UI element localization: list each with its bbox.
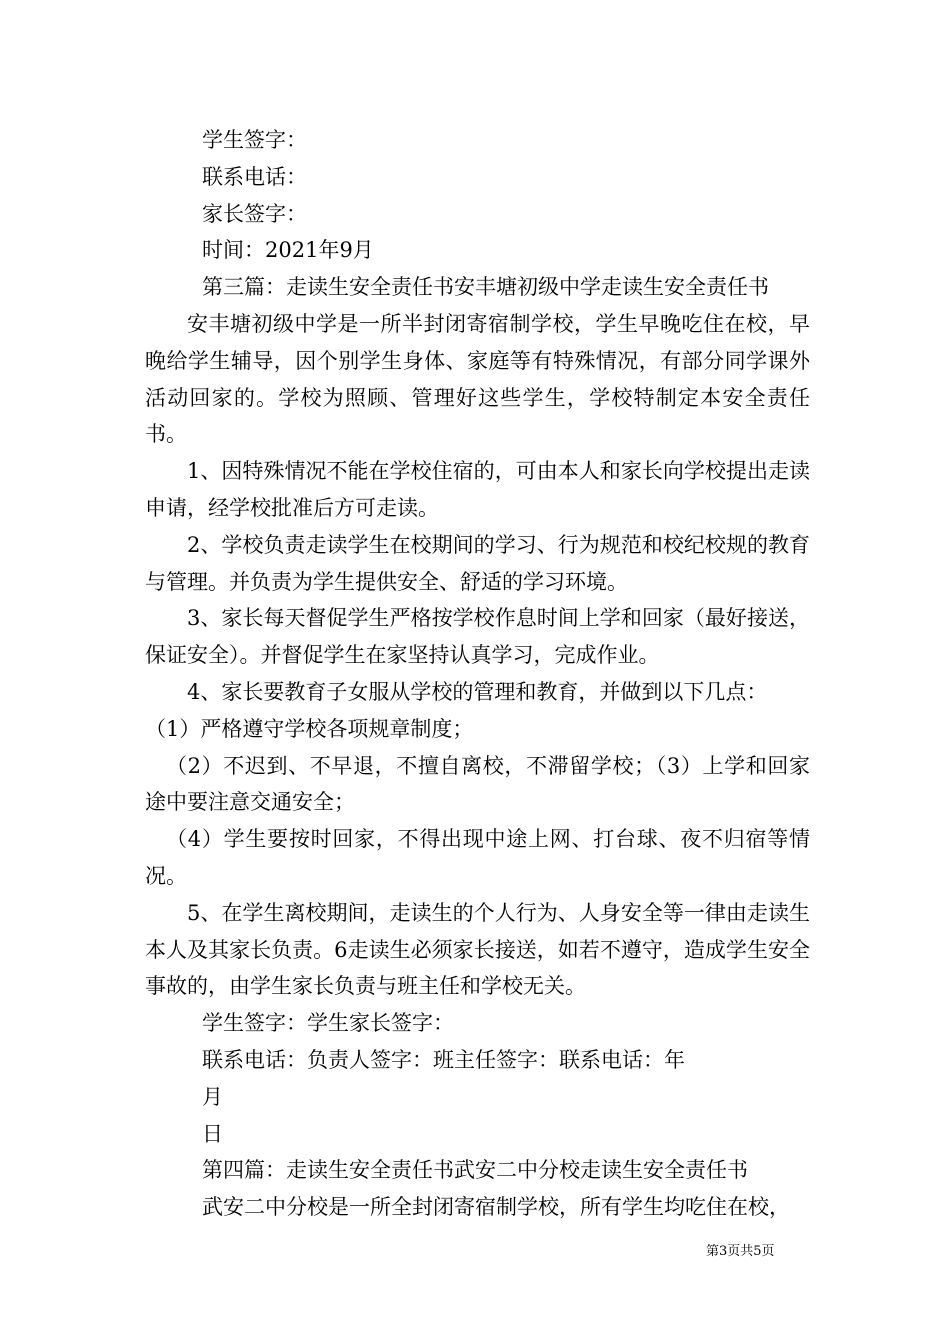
clause-2: 2、学校负责走读学生在校期间的学习、行为规范和校纪校规的教育与管理。并负责为学生提供安全、舒适的学习环境。	[145, 532, 810, 594]
clause-4: 4、家长要教育子女服从学校的管理和教育，并做到以下几点：	[187, 679, 768, 704]
date-day: 日	[202, 1121, 223, 1146]
clause-5-6: 5、在学生离校期间，走读生的个人行为、人身安全等一律由走读生本人及其家长负责。6走读生必须家长接送，如若不遵守，造成学生安全事故的，由学生家长负责与班主任和学校无关。	[145, 900, 810, 999]
clause-3: 3、家长每天督促学生严格按学校作息时间上学和回家（最好接送，保证安全）。并督促学生在家坚持认真学习，完成作业。	[145, 606, 810, 668]
clause-4-item-1: （1）严格遵守学校各项规章制度；	[145, 716, 474, 741]
signature-row-1: 学生签字：学生家长签字：	[202, 1011, 454, 1036]
section-four-title: 第四篇：走读生安全责任书武安二中分校走读生安全责任书	[202, 1158, 748, 1183]
signature-row-2: 联系电话：负责人签字：班主任签字：联系电话：年	[202, 1047, 685, 1072]
parent-signature-line: 家长签字：	[202, 201, 307, 226]
clause-1: 1、因特殊情况不能在学校住宿的，可由本人和家长向学校提出走读申请，经学校批准后方可走读。	[145, 459, 810, 520]
section-four-first-line: 武安二中分校是一所全封闭寄宿制学校，所有学生均吃住在校，	[202, 1195, 790, 1220]
contact-phone-line: 联系电话：	[202, 164, 307, 189]
page-number: 第3页共5页	[706, 1244, 775, 1259]
intro-paragraph: 安丰塘初级中学是一所半封闭寄宿制学校，学生早晚吃住在校，早晚给学生辅导，因个别学生身体、家庭等有特殊情况，有部分同学课外活动回家的。学校为照顾、管理好这些学生，学校特制定本安全责任书。	[145, 311, 810, 447]
section-three-title: 第三篇：走读生安全责任书安丰塘初级中学走读生安全责任书	[202, 275, 769, 300]
document-body	[145, 122, 810, 1226]
clause-4-item-2-3: （2）不迟到、不早退，不擅自离校，不滞留学校；（3）上学和回家途中要注意交通安全；	[145, 753, 810, 815]
student-signature-line: 学生签字：	[202, 128, 307, 152]
date-line: 时间：2021年9月	[202, 238, 374, 263]
clause-4-item-4: （4）学生要按时回家，不得出现中途上网、打台球、夜不归宿等情况。	[145, 827, 810, 888]
date-month: 月	[202, 1084, 223, 1109]
